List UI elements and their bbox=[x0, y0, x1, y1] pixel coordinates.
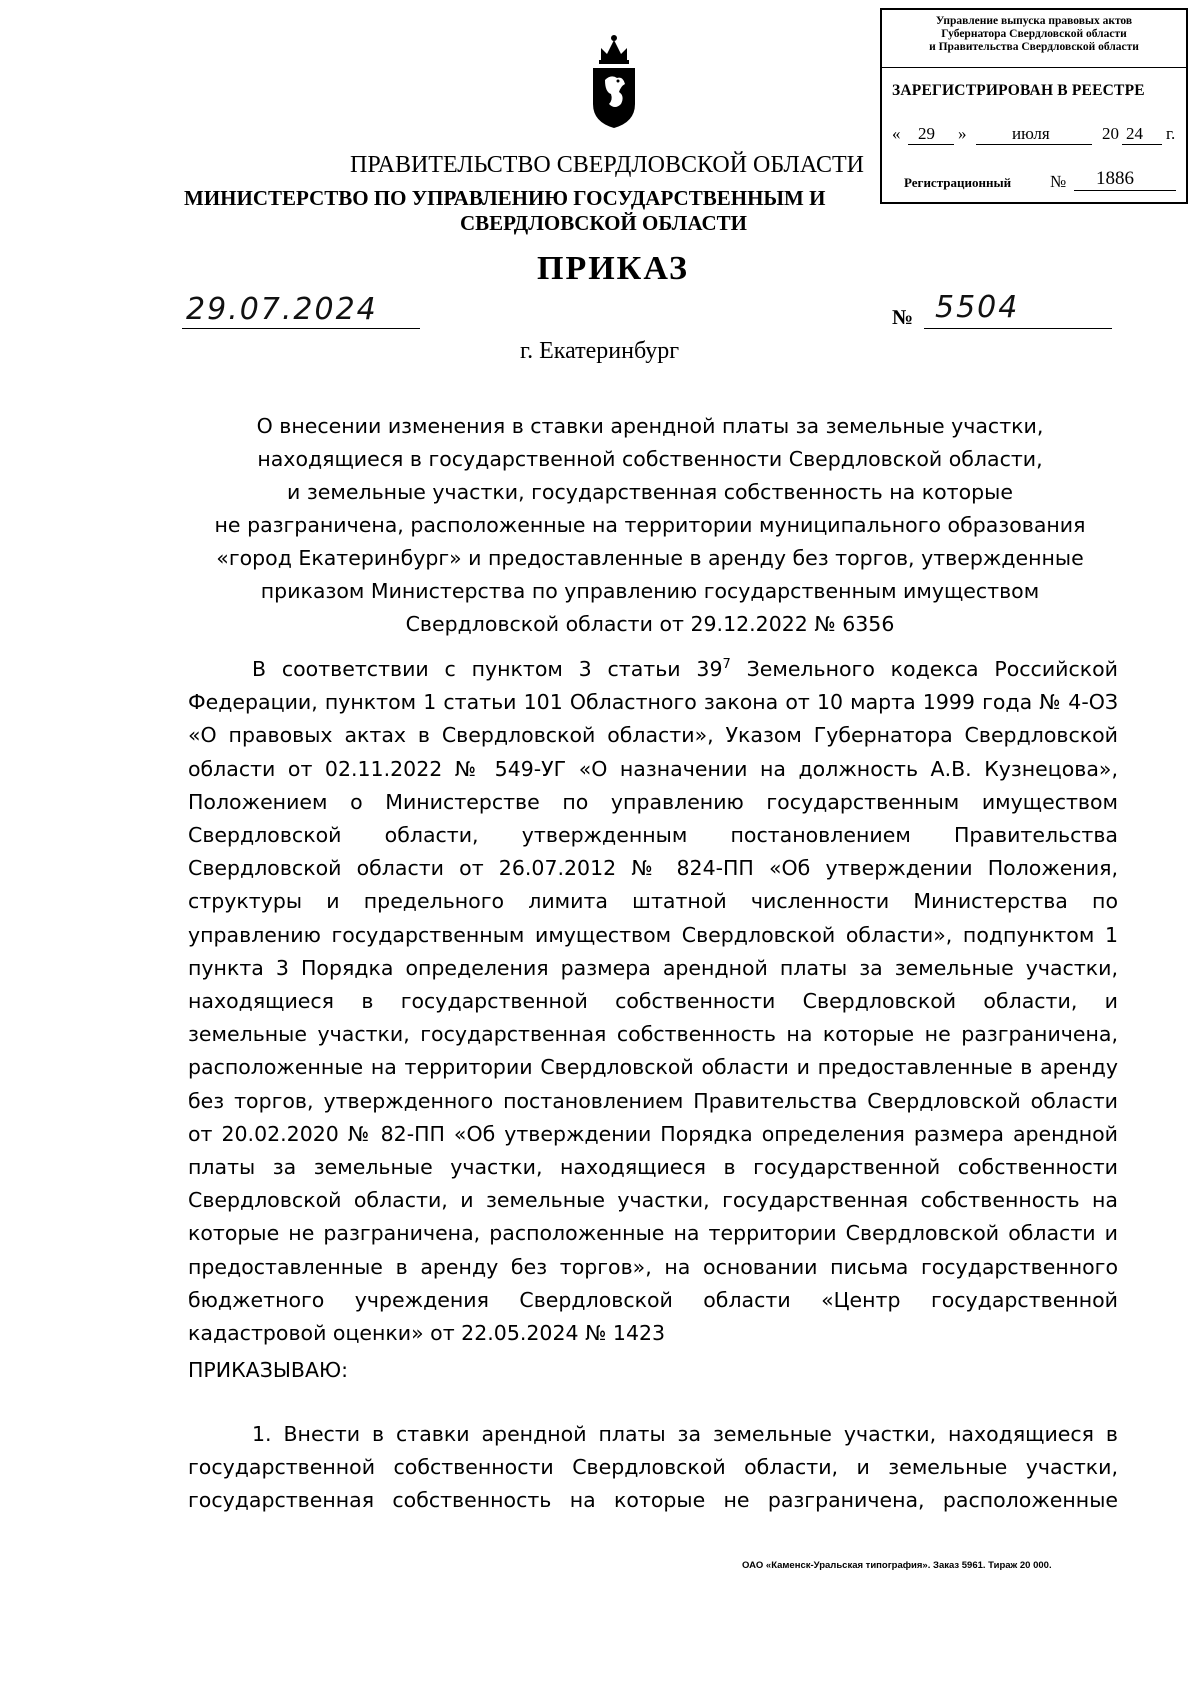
registry-year-unit: г. bbox=[1166, 124, 1176, 143]
registry-header-line: Управление выпуска правовых актов bbox=[935, 15, 1133, 27]
preamble-text-rest: Земельного кодекса Российской Федерации, пунктом 1 статьи 101 Областного закона от 10 марта 1999 года № 4-ОЗ «О правовых актах в Свердловской области», Указом Губернатора Свердловской области от 02.11.2022 № 549-УГ «О назначении на должность А.В. Кузнецова», Положением о Министерстве по управлению государственным имуществом Свердловской области, утвержденным постановлением Правительства Свердловской области от 26.07.2012 № 824-ПП «Об утверждении Положения, структуры и предельного лимита штатной численности Министерства по управлению государственным имуществом Свердловской области», подпунктом 1 пункта 3 Порядка определения размера арендной платы за земельные участки, находящиеся в государственной собственности Свердловской области, и земельные участки, государственная собственность на которые не разграничена, расположенные на территории Свердловской области и предоставленные в аренду без торгов, утвержденного постановлением Правительства Свердловской области от 20.02.2020 № 82-ПП «Об утверждении Порядка определения размера арендной платы за земельные участки, находящиеся в государственной собственности Свердловской области, и земельные участки, государственная собственность на которые не разграничена, расположенные на территории Свердловской области и предоставленные в аренду без торгов», на основании письма государственного бюджетного учреждения Свердловской области «Центр государственной кадастровой оценки» от 22.05.2024 № 1423 bbox=[188, 657, 1118, 1346]
registry-day: 29 bbox=[918, 124, 935, 143]
registry-header-line: Губернатора Свердловской области bbox=[941, 28, 1127, 40]
order-item-1 bbox=[188, 1418, 1118, 1518]
title-line: «город Екатеринбург» и предоставленные в аренду без торгов, утвержденные bbox=[216, 546, 1084, 570]
number-underline bbox=[924, 328, 1112, 329]
government-name: ПРАВИТЕЛЬСТВО СВЕРДЛОВСКОЙ ОБЛАСТИ bbox=[350, 152, 864, 178]
document-type: ПРИКАЗ bbox=[537, 250, 689, 287]
city: г. Екатеринбург bbox=[520, 338, 680, 364]
title-line: Свердловской области от 29.12.2022 № 6356 bbox=[405, 612, 895, 636]
preamble-text-start: В соответствии с пунктом 3 статьи 39 bbox=[252, 657, 723, 681]
registry-number: 1886 bbox=[1096, 168, 1134, 189]
order-item-1-text: 1. Внести в ставки арендной платы за земельные участки, находящиеся в государственной собственности Свердловской области, и земельные участки, государственная собственность на которые не разграничена, расположенные bbox=[188, 1422, 1118, 1513]
registry-header-line: и Правительства Свердловской области bbox=[929, 41, 1139, 53]
registry-header bbox=[882, 10, 1186, 68]
preamble-paragraph bbox=[188, 648, 1118, 1350]
coat-of-arms-emblem bbox=[587, 30, 641, 130]
registry-number-row bbox=[904, 168, 1184, 196]
ministry-name-line2: СВЕРДЛОВСКОЙ ОБЛАСТИ bbox=[460, 211, 747, 235]
document-title bbox=[185, 410, 1115, 641]
title-line: и земельные участки, государственная собственность на которые bbox=[287, 480, 1013, 504]
order-word: ПРИКАЗЫВАЮ: bbox=[188, 1358, 349, 1382]
registry-year-prefix: 20 bbox=[1102, 124, 1119, 143]
title-line: О внесении изменения в ставки арендной платы за земельные участки, bbox=[256, 414, 1044, 438]
handwritten-number: 5504 bbox=[935, 290, 1020, 325]
printer-footer: ОАО «Каменск-Уральская типография». Заказ 5961. Тираж 20 000. bbox=[742, 1560, 1052, 1571]
number-sign: № bbox=[1050, 172, 1067, 191]
registry-title: ЗАРЕГИСТРИРОВАН В РЕЕСТРЕ bbox=[892, 82, 1145, 99]
title-line: приказом Министерства по управлению государственным имуществом bbox=[260, 579, 1040, 603]
title-line: не разграничена, расположенные на территории муниципального образования bbox=[214, 513, 1086, 537]
number-sign: № bbox=[892, 305, 914, 329]
superscript: 7 bbox=[722, 657, 731, 672]
registry-stamp bbox=[880, 8, 1188, 204]
ministry-name-line1: МИНИСТЕРСТВО ПО УПРАВЛЕНИЮ ГОСУДАРСТВЕННЫМ И bbox=[184, 186, 826, 210]
registry-number-label: Регистрационный bbox=[904, 175, 1012, 190]
registry-month: июля bbox=[1012, 124, 1050, 143]
date-underline bbox=[182, 328, 420, 329]
quote-open: « bbox=[892, 124, 901, 143]
title-line: находящиеся в государственной собственности Свердловской области, bbox=[257, 447, 1043, 471]
quote-close: » bbox=[958, 124, 967, 143]
registry-year-suffix: 24 bbox=[1126, 124, 1143, 143]
registry-date bbox=[892, 124, 1182, 148]
handwritten-date: 29.07.2024 bbox=[186, 292, 378, 327]
